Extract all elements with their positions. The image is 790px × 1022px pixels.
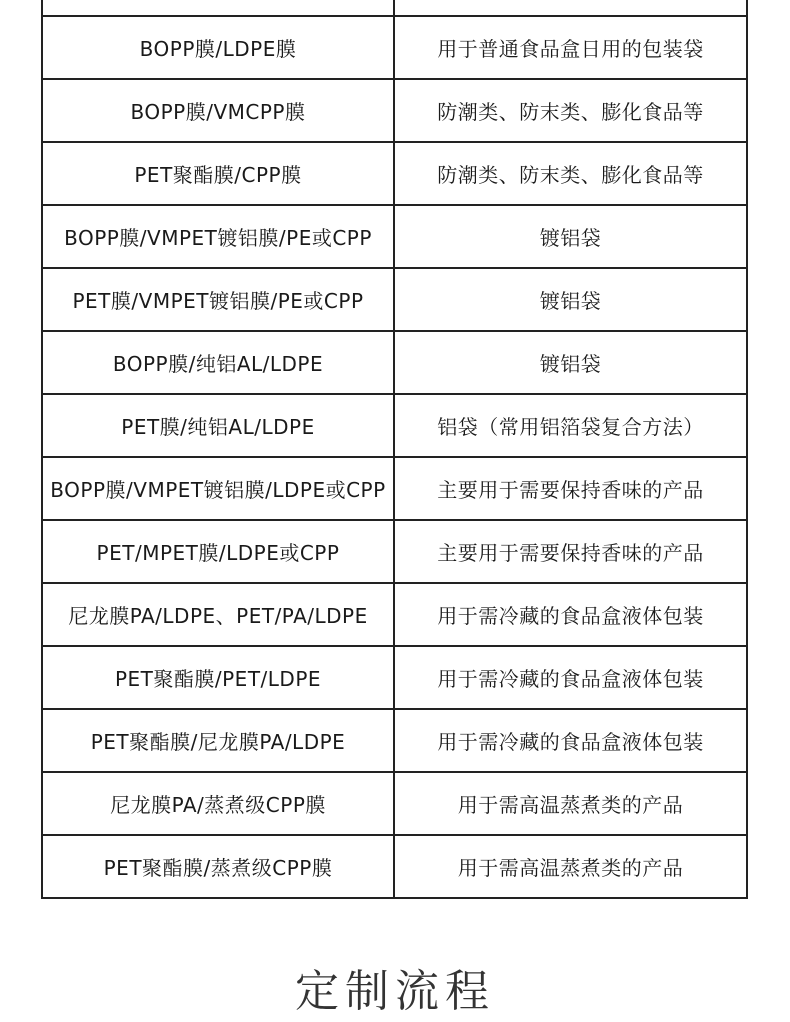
material-cell: BOPP膜/VMCPP膜 (42, 79, 394, 142)
material-cell: PET聚酯膜/CPP膜 (42, 142, 394, 205)
usage-cell: 用于需冷藏的食品盒液体包装 (394, 646, 747, 709)
material-cell: 尼龙膜PA/LDPE、PET/PA/LDPE (42, 583, 394, 646)
usage-cell: 用于需冷藏的食品盒液体包装 (394, 709, 747, 772)
material-cell: PET聚酯膜/蒸煮级CPP膜 (42, 835, 394, 898)
table-row (42, 394, 747, 457)
material-usage-table (41, 0, 748, 899)
usage-cell: 用于需冷藏的食品盒液体包装 (394, 583, 747, 646)
usage-cell: 主要用于需要保持香味的产品 (394, 457, 747, 520)
usage-cell (394, 0, 747, 16)
usage-cell: 铝袋（常用铝箔袋复合方法） (394, 394, 747, 457)
table-body (42, 0, 747, 898)
material-cell: PET聚酯膜/PET/LDPE (42, 646, 394, 709)
material-cell: PET膜/纯铝AL/LDPE (42, 394, 394, 457)
table-row (42, 331, 747, 394)
table-row (42, 835, 747, 898)
material-cell: BOPP膜/LDPE膜 (42, 16, 394, 79)
table-row (42, 79, 747, 142)
table-row (42, 646, 747, 709)
material-cell: PET/MPET膜/LDPE或CPP (42, 520, 394, 583)
table-row (42, 142, 747, 205)
table-row (42, 772, 747, 835)
material-usage-table-wrap (41, 0, 746, 899)
usage-cell: 用于需高温蒸煮类的产品 (394, 772, 747, 835)
table-row (42, 268, 747, 331)
usage-cell: 主要用于需要保持香味的产品 (394, 520, 747, 583)
table-row (42, 0, 747, 16)
usage-cell: 用于普通食品盒日用的包装袋 (394, 16, 747, 79)
material-cell: PET膜/VMPET镀铝膜/PE或CPP (42, 268, 394, 331)
material-cell: BOPP膜/VMPET镀铝膜/LDPE或CPP (42, 457, 394, 520)
usage-cell: 镀铝袋 (394, 205, 747, 268)
usage-cell: 用于需高温蒸煮类的产品 (394, 835, 747, 898)
table-row (42, 583, 747, 646)
table-row (42, 457, 747, 520)
material-cell (42, 0, 394, 16)
material-cell: PET聚酯膜/尼龙膜PA/LDPE (42, 709, 394, 772)
material-cell: 尼龙膜PA/蒸煮级CPP膜 (42, 772, 394, 835)
table-row (42, 205, 747, 268)
usage-cell: 镀铝袋 (394, 331, 747, 394)
usage-cell: 镀铝袋 (394, 268, 747, 331)
usage-cell: 防潮类、防末类、膨化食品等 (394, 142, 747, 205)
table-row (42, 16, 747, 79)
material-cell: BOPP膜/纯铝AL/LDPE (42, 331, 394, 394)
table-row (42, 709, 747, 772)
usage-cell: 防潮类、防末类、膨化食品等 (394, 79, 747, 142)
material-cell: BOPP膜/VMPET镀铝膜/PE或CPP (42, 205, 394, 268)
section-title: 定制流程 (295, 966, 495, 1017)
table-row (42, 520, 747, 583)
